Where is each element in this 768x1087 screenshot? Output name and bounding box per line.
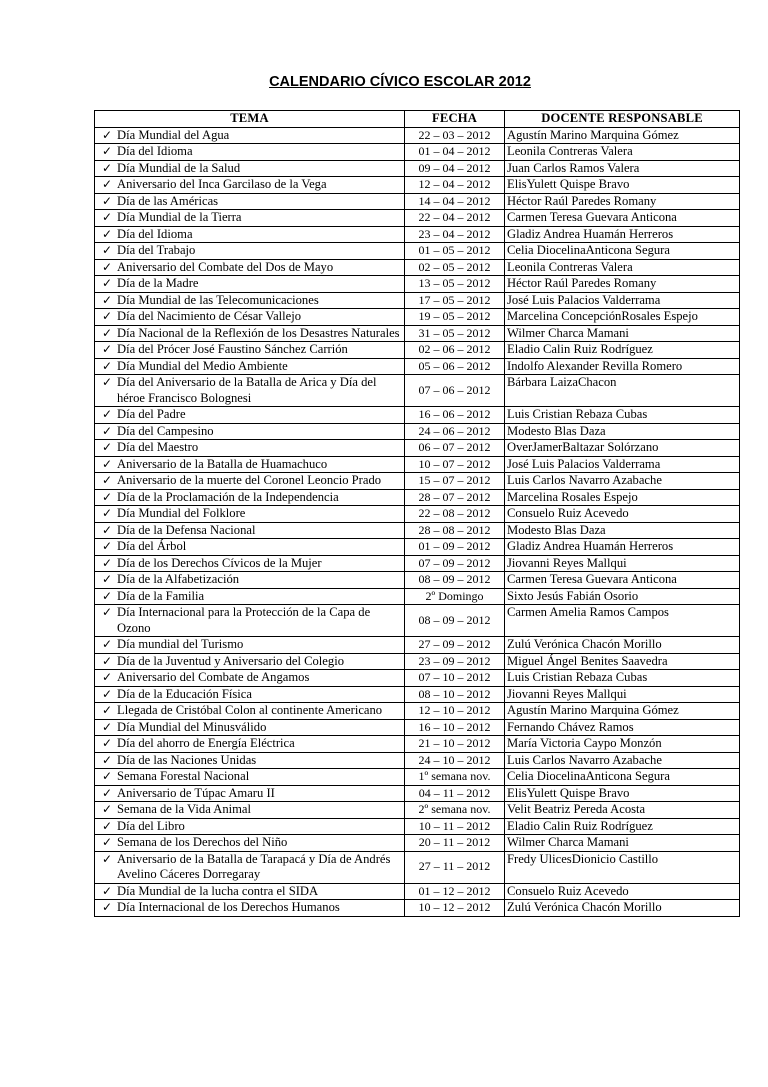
check-bullet-icon: ✓ (101, 325, 113, 340)
check-bullet-icon: ✓ (101, 160, 113, 175)
check-bullet-icon: ✓ (101, 769, 113, 783)
tema-text: Día del Idioma (117, 144, 193, 158)
table-row (95, 539, 740, 556)
check-bullet-icon: ✓ (101, 802, 113, 816)
cell-docente: Luis Carlos Navarro Azabache (505, 473, 740, 490)
cell-tema (95, 309, 405, 326)
cell-fecha: 08 – 10 – 2012 (405, 686, 505, 703)
tema-text: Día de la Proclamación de la Independencia (117, 489, 339, 504)
table-row (95, 276, 740, 293)
cell-tema (95, 358, 405, 375)
check-bullet-icon: ✓ (101, 193, 113, 208)
tema-text: Día Internacional para la Protección de la Capa de Ozono (117, 605, 371, 635)
cell-docente: Wilmer Charca Mamani (505, 835, 740, 852)
check-bullet-icon: ✓ (101, 539, 113, 553)
cell-docente: Modesto Blas Daza (505, 522, 740, 539)
cell-fecha: 07 – 09 – 2012 (405, 555, 505, 572)
table-row (95, 802, 740, 819)
tema-text: Día Mundial del Agua (117, 127, 230, 142)
check-bullet-icon: ✓ (101, 883, 113, 898)
cell-fecha: 01 – 09 – 2012 (405, 539, 505, 556)
cell-fecha: 09 – 04 – 2012 (405, 160, 505, 177)
cell-fecha: 22 – 04 – 2012 (405, 210, 505, 227)
cell-docente: Luis Cristian Rebaza Cubas (505, 407, 740, 424)
cell-fecha: 08 – 09 – 2012 (405, 572, 505, 589)
cell-fecha: 16 – 06 – 2012 (405, 407, 505, 424)
header-docente: DOCENTE RESPONSABLE (505, 111, 740, 128)
cell-tema (95, 127, 405, 144)
cell-tema (95, 818, 405, 835)
check-bullet-icon: ✓ (101, 407, 113, 421)
check-bullet-icon: ✓ (101, 818, 113, 833)
cell-docente: Sixto Jesús Fabián Osorio (505, 588, 740, 605)
tema-text: Aniversario del Inca Garcilaso de la Vega (117, 177, 327, 191)
table-row (95, 160, 740, 177)
tema-text: Día Mundial del Folklore (117, 506, 246, 520)
check-bullet-icon: ✓ (101, 177, 113, 191)
cell-tema (95, 292, 405, 309)
cell-fecha: 19 – 05 – 2012 (405, 309, 505, 326)
cell-tema (95, 456, 405, 473)
cell-tema (95, 506, 405, 523)
check-bullet-icon: ✓ (101, 375, 113, 389)
tema-text: Aniversario de la muerte del Coronel Leoncio Prado (117, 473, 382, 487)
cell-docente: Luis Carlos Navarro Azabache (505, 752, 740, 769)
cell-tema (95, 835, 405, 852)
table-row (95, 851, 740, 883)
cell-tema (95, 375, 405, 407)
table-row (95, 785, 740, 802)
cell-fecha: 27 – 09 – 2012 (405, 637, 505, 654)
cell-fecha: 01 – 05 – 2012 (405, 243, 505, 260)
page-title: CALENDARIO CÍVICO ESCOLAR 2012 (269, 74, 531, 90)
cell-tema (95, 785, 405, 802)
cell-fecha: 31 – 05 – 2012 (405, 325, 505, 342)
check-bullet-icon: ✓ (101, 259, 113, 274)
tema-text: Día del Padre (117, 407, 186, 421)
cell-docente: José Luis Palacios Valderrama (505, 456, 740, 473)
cell-fecha: 07 – 10 – 2012 (405, 670, 505, 687)
tema-text: Día de la Familia (117, 588, 205, 603)
table-row (95, 719, 740, 736)
table-row (95, 522, 740, 539)
table-row (95, 572, 740, 589)
table-row (95, 177, 740, 194)
table-row (95, 506, 740, 523)
cell-fecha: 1º semana nov. (405, 769, 505, 786)
cell-docente: Zulú Verónica Chacón Morillo (505, 637, 740, 654)
cell-fecha: 23 – 04 – 2012 (405, 226, 505, 243)
check-bullet-icon: ✓ (101, 342, 113, 356)
cell-docente: Marcelina ConcepciónRosales Espejo (505, 309, 740, 326)
cell-docente: Marcelina Rosales Espejo (505, 489, 740, 506)
cell-fecha: 10 – 11 – 2012 (405, 818, 505, 835)
check-bullet-icon: ✓ (101, 440, 113, 454)
cell-docente: Gladiz Andrea Huamán Herreros (505, 226, 740, 243)
check-bullet-icon: ✓ (101, 605, 113, 619)
tema-text: Día Mundial de las Telecomunicaciones (117, 292, 319, 307)
cell-fecha: 24 – 10 – 2012 (405, 752, 505, 769)
table-row (95, 407, 740, 424)
cell-fecha: 2º Domingo (405, 588, 505, 605)
table-row (95, 144, 740, 161)
table-row (95, 670, 740, 687)
check-bullet-icon: ✓ (101, 210, 113, 224)
tema-text: Día de las Naciones Unidas (117, 752, 257, 767)
cell-tema (95, 193, 405, 210)
table-row (95, 309, 740, 326)
check-bullet-icon: ✓ (101, 572, 113, 586)
table-row (95, 736, 740, 753)
cell-fecha: 22 – 08 – 2012 (405, 506, 505, 523)
tema-text: Día del Libro (117, 818, 185, 833)
check-bullet-icon: ✓ (101, 423, 113, 438)
cell-docente: Agustín Marino Marquina Gómez (505, 703, 740, 720)
cell-fecha: 15 – 07 – 2012 (405, 473, 505, 490)
cell-fecha: 01 – 04 – 2012 (405, 144, 505, 161)
check-bullet-icon: ✓ (101, 785, 113, 800)
header-fecha: FECHA (405, 111, 505, 128)
table-row (95, 818, 740, 835)
table-row (95, 193, 740, 210)
cell-tema (95, 407, 405, 424)
tema-text: Día del Nacimiento de César Vallejo (117, 309, 302, 323)
table-row (95, 210, 740, 227)
cell-docente: ElisYulett Quispe Bravo (505, 177, 740, 194)
cell-fecha: 22 – 03 – 2012 (405, 127, 505, 144)
cell-docente: Luis Cristian Rebaza Cubas (505, 670, 740, 687)
header-tema: TEMA (95, 111, 405, 128)
cell-docente: Indolfo Alexander Revilla Romero (505, 358, 740, 375)
table-row (95, 358, 740, 375)
tema-text: Aniversario de la Batalla de Tarapacá y Día de Andrés Avelino Cáceres Dorregaray (117, 851, 391, 881)
tema-text: Semana Forestal Nacional (117, 769, 250, 783)
cell-fecha: 16 – 10 – 2012 (405, 719, 505, 736)
tema-text: Día del Trabajo (117, 243, 196, 257)
cell-fecha: 06 – 07 – 2012 (405, 440, 505, 457)
table-row (95, 226, 740, 243)
table-row (95, 588, 740, 605)
check-bullet-icon: ✓ (101, 703, 113, 717)
cell-tema (95, 736, 405, 753)
cell-docente: José Luis Palacios Valderrama (505, 292, 740, 309)
cell-docente: Gladiz Andrea Huamán Herreros (505, 539, 740, 556)
cell-docente: Bárbara LaizaChacon (505, 375, 740, 407)
table-row (95, 883, 740, 900)
cell-tema (95, 605, 405, 637)
cell-tema (95, 851, 405, 883)
cell-docente: Miguel Ángel Benites Saavedra (505, 653, 740, 670)
tema-text: Aniversario del Combate de Angamos (117, 670, 310, 684)
tema-text: Semana de los Derechos del Niño (117, 835, 288, 849)
cell-tema (95, 243, 405, 260)
cell-fecha: 17 – 05 – 2012 (405, 292, 505, 309)
check-bullet-icon: ✓ (101, 522, 113, 537)
cell-fecha: 28 – 07 – 2012 (405, 489, 505, 506)
table-row (95, 473, 740, 490)
cell-fecha: 2º semana nov. (405, 802, 505, 819)
cell-docente: Celia DiocelinaAnticona Segura (505, 243, 740, 260)
cell-docente: Eladio Calin Ruiz Rodríguez (505, 342, 740, 359)
cell-tema (95, 883, 405, 900)
cell-tema (95, 144, 405, 161)
table-row (95, 423, 740, 440)
table-row (95, 440, 740, 457)
cell-tema (95, 752, 405, 769)
check-bullet-icon: ✓ (101, 243, 113, 257)
table-row (95, 375, 740, 407)
cell-tema (95, 440, 405, 457)
cell-tema (95, 423, 405, 440)
check-bullet-icon: ✓ (101, 900, 113, 914)
table-row (95, 243, 740, 260)
tema-text: Día de las Américas (117, 193, 219, 208)
cell-fecha: 12 – 04 – 2012 (405, 177, 505, 194)
cell-docente: Fredy UlicesDionicio Castillo (505, 851, 740, 883)
cell-tema (95, 177, 405, 194)
cell-tema (95, 802, 405, 819)
check-bullet-icon: ✓ (101, 835, 113, 849)
cell-docente: Agustín Marino Marquina Gómez (505, 127, 740, 144)
table-row (95, 456, 740, 473)
tema-text: Día Nacional de la Reflexión de los Desastres Naturales (117, 325, 400, 340)
cell-tema (95, 522, 405, 539)
tema-text: Día de la Educación Física (117, 686, 252, 701)
cell-docente: Jiovanni Reyes Mallqui (505, 555, 740, 572)
tema-text: Día Mundial de la Tierra (117, 210, 242, 224)
cell-tema (95, 539, 405, 556)
tema-text: Día del Idioma (117, 226, 193, 241)
cell-fecha: 05 – 06 – 2012 (405, 358, 505, 375)
cell-fecha: 08 – 09 – 2012 (405, 605, 505, 637)
cell-fecha: 10 – 12 – 2012 (405, 900, 505, 917)
check-bullet-icon: ✓ (101, 292, 113, 307)
cell-tema (95, 473, 405, 490)
cell-docente: Modesto Blas Daza (505, 423, 740, 440)
cell-tema (95, 555, 405, 572)
tema-text: Día de la Alfabetización (117, 572, 240, 586)
cell-docente: Consuelo Ruiz Acevedo (505, 883, 740, 900)
table-row (95, 637, 740, 654)
cell-docente: Carmen Teresa Guevara Anticona (505, 572, 740, 589)
cell-docente: Leonila Contreras Valera (505, 144, 740, 161)
tema-text: Aniversario de Túpac Amaru II (117, 785, 275, 800)
cell-docente: Wilmer Charca Mamani (505, 325, 740, 342)
check-bullet-icon: ✓ (101, 653, 113, 668)
check-bullet-icon: ✓ (101, 555, 113, 570)
cell-tema (95, 325, 405, 342)
cell-docente: Carmen Amelia Ramos Campos (505, 605, 740, 637)
table-row (95, 489, 740, 506)
tema-text: Aniversario del Combate del Dos de Mayo (117, 259, 334, 274)
tema-text: Día del ahorro de Energía Eléctrica (117, 736, 295, 750)
check-bullet-icon: ✓ (101, 226, 113, 241)
cell-fecha: 21 – 10 – 2012 (405, 736, 505, 753)
table-row (95, 555, 740, 572)
check-bullet-icon: ✓ (101, 637, 113, 651)
check-bullet-icon: ✓ (101, 456, 113, 471)
tema-text: Llegada de Cristóbal Colon al continente Americano (117, 703, 383, 717)
tema-text: Semana de la Vida Animal (117, 802, 252, 816)
table-row (95, 292, 740, 309)
cell-tema (95, 342, 405, 359)
tema-text: Día Mundial del Medio Ambiente (117, 358, 288, 373)
cell-tema (95, 160, 405, 177)
table-row (95, 259, 740, 276)
cell-tema (95, 703, 405, 720)
cell-fecha: 24 – 06 – 2012 (405, 423, 505, 440)
check-bullet-icon: ✓ (101, 670, 113, 684)
cell-docente: Héctor Raúl Paredes Romany (505, 276, 740, 293)
cell-fecha: 10 – 07 – 2012 (405, 456, 505, 473)
tema-text: Día del Maestro (117, 440, 199, 454)
tema-text: Día Internacional de los Derechos Humanos (117, 900, 340, 914)
cell-fecha: 28 – 08 – 2012 (405, 522, 505, 539)
tema-text: Día de la Juventud y Aniversario del Colegio (117, 653, 344, 668)
cell-docente: Consuelo Ruiz Acevedo (505, 506, 740, 523)
cell-fecha: 07 – 06 – 2012 (405, 375, 505, 407)
tema-text: Aniversario de la Batalla de Huamachuco (117, 456, 328, 471)
cell-tema (95, 637, 405, 654)
check-bullet-icon: ✓ (101, 489, 113, 504)
cell-fecha: 02 – 05 – 2012 (405, 259, 505, 276)
table-row (95, 342, 740, 359)
cell-fecha: 23 – 09 – 2012 (405, 653, 505, 670)
tema-text: Día Mundial del Minusválido (117, 719, 267, 734)
cell-tema (95, 226, 405, 243)
cell-docente: ElisYulett Quispe Bravo (505, 785, 740, 802)
cell-tema (95, 259, 405, 276)
table-header-row (95, 111, 740, 128)
check-bullet-icon: ✓ (101, 736, 113, 750)
cell-docente: María Victoria Caypo Monzón (505, 736, 740, 753)
cell-tema (95, 588, 405, 605)
check-bullet-icon: ✓ (101, 686, 113, 701)
cell-docente: Juan Carlos Ramos Valera (505, 160, 740, 177)
cell-docente: Velit Beatriz Pereda Acosta (505, 802, 740, 819)
cell-fecha: 13 – 05 – 2012 (405, 276, 505, 293)
check-bullet-icon: ✓ (101, 473, 113, 487)
cell-tema (95, 653, 405, 670)
tema-text: Día Mundial de la Salud (117, 160, 241, 175)
cell-tema (95, 670, 405, 687)
cell-tema (95, 686, 405, 703)
tema-text: Día del Árbol (117, 539, 187, 553)
check-bullet-icon: ✓ (101, 719, 113, 734)
tema-text: Día del Prócer José Faustino Sánchez Carrión (117, 342, 348, 356)
cell-docente: Fernando Chávez Ramos (505, 719, 740, 736)
table-row (95, 900, 740, 917)
cell-fecha: 27 – 11 – 2012 (405, 851, 505, 883)
cell-fecha: 14 – 04 – 2012 (405, 193, 505, 210)
cell-docente: Eladio Calin Ruiz Rodríguez (505, 818, 740, 835)
cell-docente: Jiovanni Reyes Mallqui (505, 686, 740, 703)
table-row (95, 752, 740, 769)
check-bullet-icon: ✓ (101, 588, 113, 603)
cell-docente: Carmen Teresa Guevara Anticona (505, 210, 740, 227)
tema-text: Día de la Defensa Nacional (117, 522, 256, 537)
check-bullet-icon: ✓ (101, 358, 113, 373)
cell-tema (95, 276, 405, 293)
table-row (95, 835, 740, 852)
cell-tema (95, 572, 405, 589)
table-row (95, 127, 740, 144)
cell-fecha: 01 – 12 – 2012 (405, 883, 505, 900)
cell-tema (95, 210, 405, 227)
cell-fecha: 04 – 11 – 2012 (405, 785, 505, 802)
table-row (95, 703, 740, 720)
check-bullet-icon: ✓ (101, 144, 113, 158)
table-row (95, 325, 740, 342)
tema-text: Día Mundial de la lucha contra el SIDA (117, 883, 319, 898)
check-bullet-icon: ✓ (101, 276, 113, 290)
cell-tema (95, 489, 405, 506)
table-body (95, 127, 740, 916)
cell-docente: Zulú Verónica Chacón Morillo (505, 900, 740, 917)
calendar-table (94, 110, 740, 917)
tema-text: Día del Aniversario de la Batalla de Arica y Día del héroe Francisco Bolognesi (117, 375, 377, 405)
tema-text: Día de los Derechos Cívicos de la Mujer (117, 555, 322, 570)
cell-docente: Leonila Contreras Valera (505, 259, 740, 276)
check-bullet-icon: ✓ (101, 309, 113, 323)
cell-docente: Héctor Raúl Paredes Romany (505, 193, 740, 210)
table-row (95, 605, 740, 637)
cell-tema (95, 719, 405, 736)
check-bullet-icon: ✓ (101, 127, 113, 142)
table-row (95, 686, 740, 703)
cell-tema (95, 900, 405, 917)
cell-docente: OverJamerBaltazar Solórzano (505, 440, 740, 457)
check-bullet-icon: ✓ (101, 851, 113, 866)
table-row (95, 769, 740, 786)
cell-tema (95, 769, 405, 786)
cell-fecha: 20 – 11 – 2012 (405, 835, 505, 852)
cell-fecha: 02 – 06 – 2012 (405, 342, 505, 359)
cell-docente: Celia DiocelinaAnticona Segura (505, 769, 740, 786)
table-row (95, 653, 740, 670)
tema-text: Día mundial del Turismo (117, 637, 244, 651)
check-bullet-icon: ✓ (101, 506, 113, 520)
tema-text: Día de la Madre (117, 276, 199, 290)
tema-text: Día del Campesino (117, 423, 214, 438)
check-bullet-icon: ✓ (101, 752, 113, 767)
cell-fecha: 12 – 10 – 2012 (405, 703, 505, 720)
